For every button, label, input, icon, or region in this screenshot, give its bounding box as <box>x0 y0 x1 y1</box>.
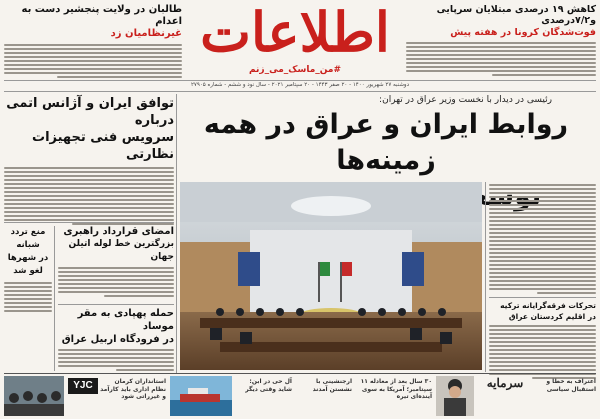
right-story-divider <box>489 297 596 298</box>
bottom-portrait-photo <box>436 376 474 416</box>
bottom-item-1: استانداران کرمان نظام اداری باید کارآمد و غیرراتی شود <box>100 378 166 400</box>
side-note-line-2: در شهرها <box>7 253 49 263</box>
top-left-headline-2: غیرنظامیان زد <box>110 28 182 39</box>
portrait-photo <box>436 376 474 416</box>
crowd-photo <box>4 376 64 416</box>
right-column-text <box>489 184 596 294</box>
left-story-3 <box>58 307 174 371</box>
left-story-3-title-2: در فرودگاه اربیل عراق <box>61 334 174 345</box>
meeting-room-photo <box>180 182 482 370</box>
side-note-line-3: لغو شد <box>13 266 43 276</box>
top-left-headline-1: طالبان در ولایت پنجشیر دست به اعدام <box>21 4 182 27</box>
right-story-1-title-2: در اقلیم کردستان عراق <box>508 312 596 321</box>
bottom-item-2: آل حی در ابن: شاید وقتی دیگر <box>245 378 292 393</box>
left-story-1 <box>4 95 174 225</box>
lead-photo <box>180 182 482 370</box>
bottom-ship-photo <box>170 376 232 416</box>
top-right-headline-1: کاهش ۱۹ درصدی مبتلایان سرپایی و۷/۲درصدی <box>436 4 596 27</box>
left-story-divider-1 <box>4 222 174 223</box>
left-story-2 <box>58 225 174 297</box>
side-note-line-1: منع تردد شبانه <box>10 227 46 250</box>
bottom-item-3: ارجنشینی با نشستن آمدند <box>312 378 352 393</box>
left-side-note <box>4 226 52 312</box>
left-subcolumn-divider <box>54 226 55 371</box>
bottom-brand: سرمایه <box>486 376 524 390</box>
right-column-divider <box>485 182 486 372</box>
top-left-story <box>4 4 182 78</box>
top-right-story <box>406 4 596 76</box>
bottom-ad-photo <box>4 376 64 416</box>
ship-photo <box>170 376 232 416</box>
left-story-2-title-1: امضای قرارداد راهبری <box>63 226 174 237</box>
right-story-1-title-1: تحرکات فرقه‌گرایانه ترکیه <box>500 301 596 310</box>
left-story-divider-2 <box>58 304 174 305</box>
left-column-divider <box>176 94 177 374</box>
masthead-logo: اطلاعات <box>200 0 390 64</box>
bottom-item-5: اعتراف به خطا و استقبال سیاسی <box>546 378 596 393</box>
date-line: دوشنبه ۲۷ شهریور ۱۴۰۰ - ۲۰ صفر ۱۴۴۳ - ۲۰ سپتامبر ۲۰۲۱ - سال نود و ششم - شماره ۲۷۹۰۵ <box>190 82 410 88</box>
date-divider <box>4 91 596 92</box>
masthead-tagline: #من_ماسک_می_زنم <box>248 65 342 75</box>
yjc-logo: YJC <box>68 378 98 394</box>
left-story-1-title-2: سرویس فنی تجهیزات نظارتی <box>32 130 174 162</box>
bottom-divider <box>4 373 596 374</box>
left-story-2-title-2: بزرگترین خط لوله اتیلن جهان <box>68 239 174 262</box>
top-right-headline-2: فوت‌شدگان کرونا در هفته پیش <box>450 26 596 38</box>
right-story-1 <box>489 300 596 379</box>
left-story-1-title-1: توافق ایران و آژانس اتمی درباره <box>6 96 174 128</box>
lead-title-line-1: روابط ایران و عراق در همه زمینه‌ها <box>203 109 569 176</box>
left-story-3-title-1: حمله پهپادی به مقر موساد <box>77 308 174 332</box>
lead-kicker: رئیسی در دیدار با نخست وزیر عراق در تهران: <box>379 95 552 105</box>
masthead <box>190 0 400 80</box>
bottom-item-4: ۳۰ سال بعد از معادله ۱۱ سپتامبر؛ آمریکا به سوی آینده‌ای تیره <box>360 378 432 400</box>
